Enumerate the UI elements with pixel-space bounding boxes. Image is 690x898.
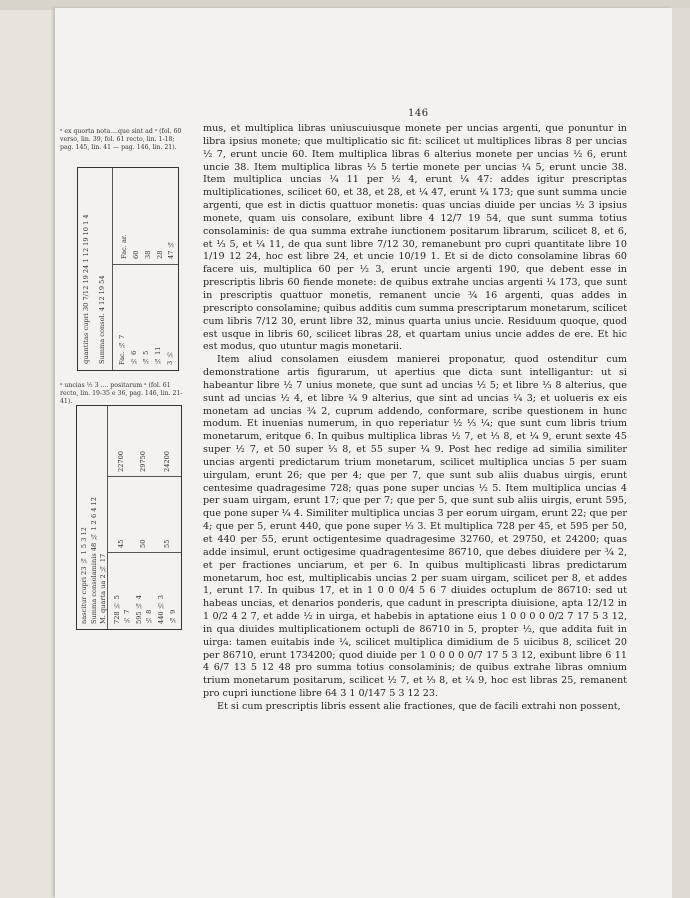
table2-value-29750: 29750	[139, 451, 147, 472]
table1-lower-cell-4: ¼ 11	[154, 346, 162, 365]
margin-table-1	[77, 167, 179, 371]
main-text	[203, 123, 627, 714]
table1-lower-cell-5: 3 ½	[166, 350, 174, 365]
table2-fraction-3: ¼ 9	[169, 609, 177, 624]
margin-table-2	[76, 405, 182, 630]
table2-cupri-column: nascitur cupri 23 ¼ 1 5 3 12	[80, 527, 88, 624]
table1-upper-cell-3: 38	[144, 250, 152, 259]
paragraph-2-end: Et si cum prescriptis libris essent alie fractiones, que de facili extrahi non possent,	[217, 700, 621, 712]
table2-value-728: 728 ½ 5	[113, 595, 121, 624]
page-edge-shadow	[672, 8, 690, 898]
table1-lower-cell-3: ¼ 5	[142, 350, 150, 365]
table1-lower-cell-1: Fac. ¼ 7	[118, 334, 126, 365]
table1-upper-cell-4: 28	[156, 250, 164, 259]
table2-value-50: 50	[139, 539, 147, 548]
table2-value-55: 55	[163, 539, 171, 548]
table2-summa-column: Summa consolaminis 48 ¾ 1 2 6 4 12	[90, 497, 98, 624]
table1-upper-cell-1: Fac. ar.	[120, 234, 128, 259]
table2-value-440: 440 ⅓ 3	[157, 595, 165, 624]
margin-note-1: ᵃ ex quorta nota....que sint ad ᵃ (fol. 60 verso, lin. 39, fol. 61 recto, lin. 1-18; pag. 145, lin. 41 — pag. 146, lin. 21).	[60, 128, 182, 151]
paragraph-2: Item aliud consolamen eiusdem manierei proponatur, quod ostenditur cum demonstratione artis figurarum, ut apertius que dicta sunt intelligantur: ut si habeantur libre ½ 7 unius monete, que sunt ad uncias ½ 5; et libre ⅓ 8 alterius, que sunt ad uncias ½ 4, et libre ¼ 9 alterius, que sint ad uncias ¼ 3; et uolueris ex eis monetam ad uncias ¾ 2, cuprum addendo, conformare, scribe questionem in hunc modum. Et inuenias numerum, in quo reperiatur ½ ⅓ ¼; que sunt cum libris trium monetarum, eritque 6. In quibus multiplica libras ½ 7, et ⅓ 8, et ¼ 9, erunt sexte 45 super ½ 7, et 50 super ⅓ 8, et 55 super ¼ 9. Post hec redige ad similia similiter uncias argenti predictarum trium monetarum, scilicet multiplica uncias 5 per suam uirgulam, erunt 26; que per 4; que per 7, que sunt sub aliis duabus uirgis, erunt centesime quadragesime 728; quas pone super uncias ½ 5. Item multiplica uncias 4 per suam uirgam, erunt 17; que per 7; que per 5, que sunt sub aliis uirgis, erunt 595, que pone super ¼ 4. Similiter multiplica uncias 3 per eorum uirgam, erunt 22; que per 4; que per 5, erunt 440, que pone super ⅓ 3. Et multiplica 728 per 45, et 595 per 50, et 440 per 55, erunt octigentesime quadragesime 32760, et 29750, et 24200; quas adde insimul, erunt octigesime quadragentesime 86710, que debes diuidere per ¾ 2, et per fractiones unciarum, et per 6. In quibus multiplicasti libras predictarum monetarum, hoc est, multiplicabis uncias 2 per suam uirgam, scilicet per 8, et addes 1, erunt 17. In quibus 17, et in 1 0 0 0/4 5 6 7 diuides octuplum de 86710: sed ut habeas uncias, et denarios ponderis, que cadunt in prescripta diuisione, apta 12/12 in 1 0/2 4 2 7, et adde ½ in uirga, et habebis in aptatione eius 1 0 0 0 0 0/2 7 17 5 3 12, in qua diuides multiplicationem octupli de 86710 in 5, propter ½, que addita fuit in uirga: tamen euitabis inde ¼, scilicet multiplica dimidium de 5 uicibus 8, scilicet 20 per 86710, erunt 1734200; quod diuide per 1 0 0 0 0 0/7 17 5 3 12, exibunt libre 6 11 4 6/7 13 5 12 48 pro summa totius consolaminis; de quibus extrahe libras omnium trium monetarum positarum, scilicet ½ 7, et ⅓ 8, et ¼ 9, hoc est libras 25, remanent pro cupri iunctione libre 64 3 1 0/147 5 3 12 23.	[203, 354, 627, 700]
table2-value-45: 45	[117, 539, 125, 548]
margin-note-2: ᵃ uncias ½ 3 .... positarum ᵃ (fol. 61 recto, lin. 19-35 e 36, pag. 146, lin. 21-41).	[60, 382, 183, 405]
table2-value-24200: 24200	[163, 451, 171, 472]
table2-fraction-2: ⅓ 8	[145, 609, 153, 624]
table1-lower-cell-2: ½ 6	[130, 350, 138, 365]
table1-summa-column: Summa consol. 4 12 19 54	[98, 275, 106, 364]
table1-upper-cell-2: 60	[132, 250, 140, 259]
table1-cupri-column: quantitas cupri 30 7/12 19 24 1 12 19 10 1 4	[82, 214, 90, 364]
table2-quarta-column: M. quarta ua 2 ¾ 17	[99, 553, 107, 624]
table2-value-595: 595 ¼ 4	[135, 595, 143, 624]
table2-fraction-1: ½ 7	[123, 609, 131, 624]
table1-upper-cell-5: 47 ¼	[167, 240, 175, 259]
paragraph-1: mus, et multiplica libras uniuscuiusque monete per uncias argenti, que ponuntur in libra ipsius monete; que multiplicatio sic fit: scilicet ut multiplices libras 8 per uncias ½ 7, erunt uncie 60. Item multiplica libras 6 alterius monete per uncias ½ 6, erunt uncie 38. Item multiplica libras ⅓ 5 tertie monete per uncias ¼ 5, erunt uncie 38. Item multiplica uncias ¼ 11 per ½ 4, erunt ¼ 47: addes igitur prescriptas multiplicationes, scilicet 60, et 38, et 28, et ¼ 47, erunt ¼ 173; que sunt summa uncie argenti, que est in dictis quattuor monetis: quas uncias diuide per uncias ½ 3 ipsius monete, quam uis consolare, exibunt libre 4 12/7 19 54, que sunt summa totius consolaminis: de qua summa extrahe iunctionem positarum librarum, scilicet 8, et 6, et ⅓ 5, et ¼ 11, de qua sunt libre 7/12 30, remanebunt pro cupri quantitate libre 10 1/19 12 24, hoc est libre 24, et uncie 10/19 1. Et si de dicto consolamine libras 60 facere uis, multiplica 60 per ½ 3, erunt uncie argenti 190, que debent esse in prescriptis libris 60 fiende monete: de quibus extrahe uncias argenti ¼ 173, que sunt in prescriptis quattuor monetis, remanent uncie ¾ 16 argenti, quas addes in prescripto consolamine; quibus additis cum summa prescriptarum monetarum, scilicet cum libris 7/12 30, erunt libre 32, minus quarta unius uncie. Residuum quoque, quod est usque in libris 60, scilicet libras 28, et quartam unius uncie addes de ere. Et hic est modus, quo utuntur magis monetarii.	[203, 123, 627, 353]
table2-value-22700: 22700	[117, 451, 125, 472]
page-number: 146	[408, 108, 429, 119]
